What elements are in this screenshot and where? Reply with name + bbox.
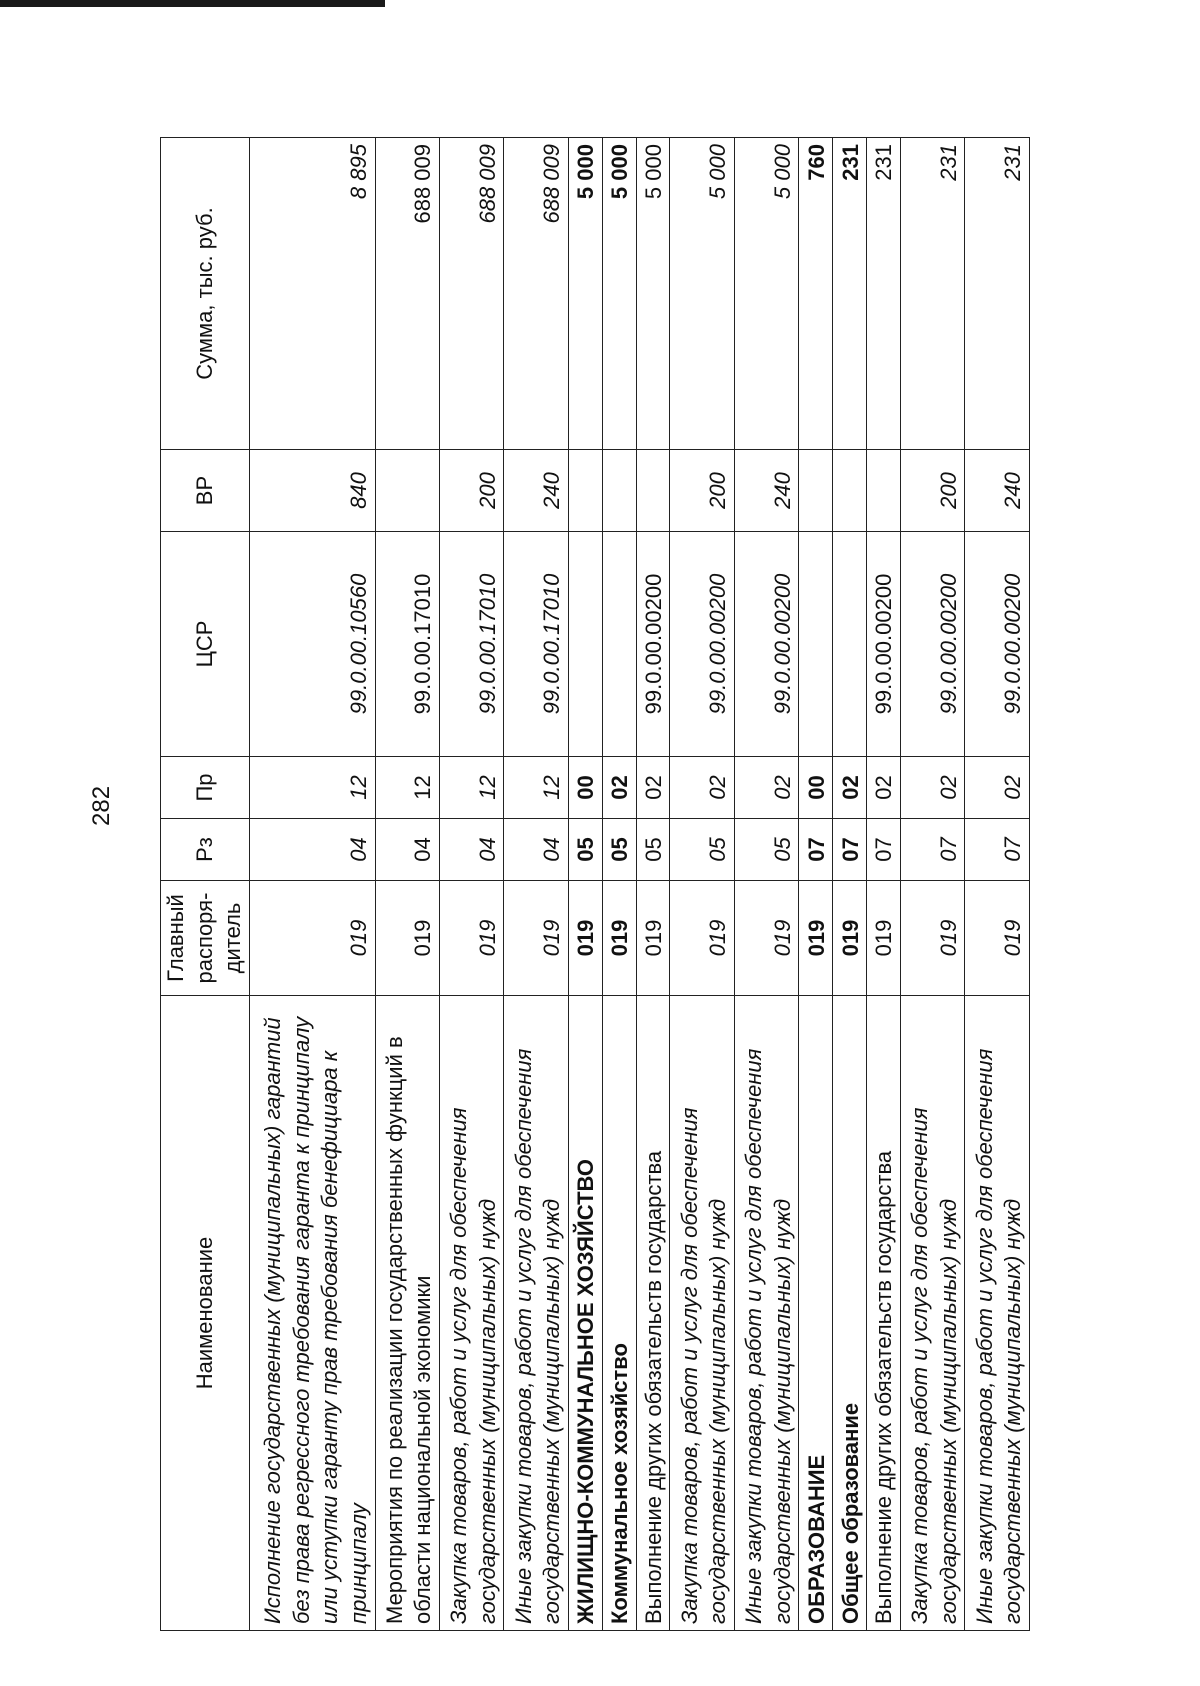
cell-sum: 5 000 xyxy=(636,138,670,450)
header-grbs: Главный распоря-дитель xyxy=(161,881,250,996)
table-row xyxy=(249,138,375,1631)
cell-rz: 05 xyxy=(636,819,670,881)
cell-grbs: 019 xyxy=(867,881,901,996)
cell-pr: 12 xyxy=(375,757,439,819)
cell-pr: 00 xyxy=(799,757,833,819)
cell-vr xyxy=(636,450,670,532)
cell-rz: 04 xyxy=(504,819,568,881)
cell-name: Закупка товаров, работ и услуг для обеспечения государственных (муниципальных) нужд xyxy=(440,996,504,1631)
cell-csr: 99.0.00.17010 xyxy=(504,532,568,757)
cell-sum: 5 000 xyxy=(568,138,602,450)
table-row xyxy=(867,138,901,1631)
cell-vr: 240 xyxy=(734,450,798,532)
cell-sum: 5 000 xyxy=(734,138,798,450)
cell-pr: 12 xyxy=(440,757,504,819)
table-header-row xyxy=(161,138,250,1631)
rotated-table-container xyxy=(160,138,1030,1631)
cell-pr: 02 xyxy=(833,757,867,819)
table-row xyxy=(833,138,867,1631)
cell-csr xyxy=(833,532,867,757)
header-sum: Сумма, тыс. руб. xyxy=(161,138,250,450)
cell-vr xyxy=(867,450,901,532)
cell-grbs: 019 xyxy=(249,881,375,996)
cell-pr: 02 xyxy=(965,757,1030,819)
cell-rz: 05 xyxy=(568,819,602,881)
cell-vr: 200 xyxy=(900,450,964,532)
cell-name: Иные закупки товаров, работ и услуг для обеспечения государственных (муниципальных) нужд xyxy=(504,996,568,1631)
cell-rz: 07 xyxy=(965,819,1030,881)
budget-table xyxy=(160,137,1030,1631)
cell-grbs: 019 xyxy=(799,881,833,996)
cell-pr: 12 xyxy=(249,757,375,819)
table-row xyxy=(670,138,734,1631)
cell-name: Выполнение других обязательств государства xyxy=(867,996,901,1631)
cell-vr xyxy=(568,450,602,532)
cell-pr: 12 xyxy=(504,757,568,819)
cell-sum: 688 009 xyxy=(375,138,439,450)
cell-csr: 99.0.00.00200 xyxy=(965,532,1030,757)
cell-grbs: 019 xyxy=(900,881,964,996)
cell-rz: 07 xyxy=(900,819,964,881)
cell-name: Иные закупки товаров, работ и услуг для обеспечения государственных (муниципальных) нужд xyxy=(734,996,798,1631)
table-row xyxy=(965,138,1030,1631)
cell-sum: 5 000 xyxy=(602,138,636,450)
cell-pr: 02 xyxy=(900,757,964,819)
cell-rz: 05 xyxy=(734,819,798,881)
cell-name: Закупка товаров, работ и услуг для обеспечения государственных (муниципальных) нужд xyxy=(670,996,734,1631)
cell-pr: 02 xyxy=(636,757,670,819)
cell-rz: 07 xyxy=(833,819,867,881)
header-rz: Рз xyxy=(161,819,250,881)
cell-vr xyxy=(375,450,439,532)
cell-csr: 99.0.00.00200 xyxy=(900,532,964,757)
table-row xyxy=(900,138,964,1631)
cell-pr: 02 xyxy=(734,757,798,819)
cell-name: Общее образование xyxy=(833,996,867,1631)
cell-vr xyxy=(799,450,833,532)
cell-csr: 99.0.00.00200 xyxy=(636,532,670,757)
cell-vr xyxy=(833,450,867,532)
cell-csr xyxy=(799,532,833,757)
cell-name: ОБРАЗОВАНИЕ xyxy=(799,996,833,1631)
cell-grbs: 019 xyxy=(375,881,439,996)
cell-sum: 8 895 xyxy=(249,138,375,450)
cell-name: Коммунальное хозяйство xyxy=(602,996,636,1631)
cell-rz: 04 xyxy=(440,819,504,881)
cell-pr: 02 xyxy=(867,757,901,819)
cell-sum: 231 xyxy=(965,138,1030,450)
cell-rz: 05 xyxy=(670,819,734,881)
table-row xyxy=(568,138,602,1631)
cell-csr xyxy=(602,532,636,757)
cell-rz: 07 xyxy=(799,819,833,881)
cell-csr xyxy=(568,532,602,757)
cell-grbs: 019 xyxy=(504,881,568,996)
header-vr: ВР xyxy=(161,450,250,532)
cell-vr: 240 xyxy=(504,450,568,532)
cell-grbs: 019 xyxy=(440,881,504,996)
cell-name: Выполнение других обязательств государства xyxy=(636,996,670,1631)
scan-edge-bar xyxy=(0,0,385,7)
table-row xyxy=(636,138,670,1631)
cell-grbs: 019 xyxy=(636,881,670,996)
cell-grbs: 019 xyxy=(670,881,734,996)
cell-vr xyxy=(602,450,636,532)
cell-sum: 231 xyxy=(900,138,964,450)
header-name: Наименование xyxy=(161,996,250,1631)
cell-vr: 240 xyxy=(965,450,1030,532)
cell-sum: 688 009 xyxy=(440,138,504,450)
cell-rz: 04 xyxy=(375,819,439,881)
table-row xyxy=(440,138,504,1631)
cell-sum: 231 xyxy=(833,138,867,450)
cell-sum: 5 000 xyxy=(670,138,734,450)
header-csr: ЦСР xyxy=(161,532,250,757)
table-row xyxy=(799,138,833,1631)
header-pr: Пр xyxy=(161,757,250,819)
cell-name: Исполнение государственных (муниципальных) гарантий без права регрессного требования гаранта к принципалу или уступки гаранту прав требования бенефициара к принципалу xyxy=(249,996,375,1631)
cell-pr: 00 xyxy=(568,757,602,819)
cell-pr: 02 xyxy=(670,757,734,819)
cell-name: Мероприятия по реализации государственных функций в области национальной экономики xyxy=(375,996,439,1631)
cell-pr: 02 xyxy=(602,757,636,819)
page-number: 282 xyxy=(88,785,115,826)
cell-grbs: 019 xyxy=(734,881,798,996)
cell-sum: 688 009 xyxy=(504,138,568,450)
cell-csr: 99.0.00.00200 xyxy=(734,532,798,757)
cell-vr: 840 xyxy=(249,450,375,532)
cell-rz: 07 xyxy=(867,819,901,881)
table-row xyxy=(734,138,798,1631)
table-row xyxy=(375,138,439,1631)
cell-rz: 04 xyxy=(249,819,375,881)
cell-name: Иные закупки товаров, работ и услуг для обеспечения государственных (муниципальных) нужд xyxy=(965,996,1030,1631)
cell-csr: 99.0.00.17010 xyxy=(375,532,439,757)
cell-grbs: 019 xyxy=(965,881,1030,996)
cell-csr: 99.0.00.17010 xyxy=(440,532,504,757)
table-row xyxy=(602,138,636,1631)
cell-name: ЖИЛИЩНО-КОММУНАЛЬНОЕ ХОЗЯЙСТВО xyxy=(568,996,602,1631)
cell-csr: 99.0.00.00200 xyxy=(670,532,734,757)
cell-name: Закупка товаров, работ и услуг для обеспечения государственных (муниципальных) нужд xyxy=(900,996,964,1631)
cell-csr: 99.0.00.00200 xyxy=(867,532,901,757)
table-row xyxy=(504,138,568,1631)
cell-grbs: 019 xyxy=(602,881,636,996)
cell-csr: 99.0.00.10560 xyxy=(249,532,375,757)
cell-sum: 231 xyxy=(867,138,901,450)
cell-grbs: 019 xyxy=(568,881,602,996)
cell-sum: 760 xyxy=(799,138,833,450)
cell-vr: 200 xyxy=(670,450,734,532)
cell-rz: 05 xyxy=(602,819,636,881)
cell-vr: 200 xyxy=(440,450,504,532)
cell-grbs: 019 xyxy=(833,881,867,996)
